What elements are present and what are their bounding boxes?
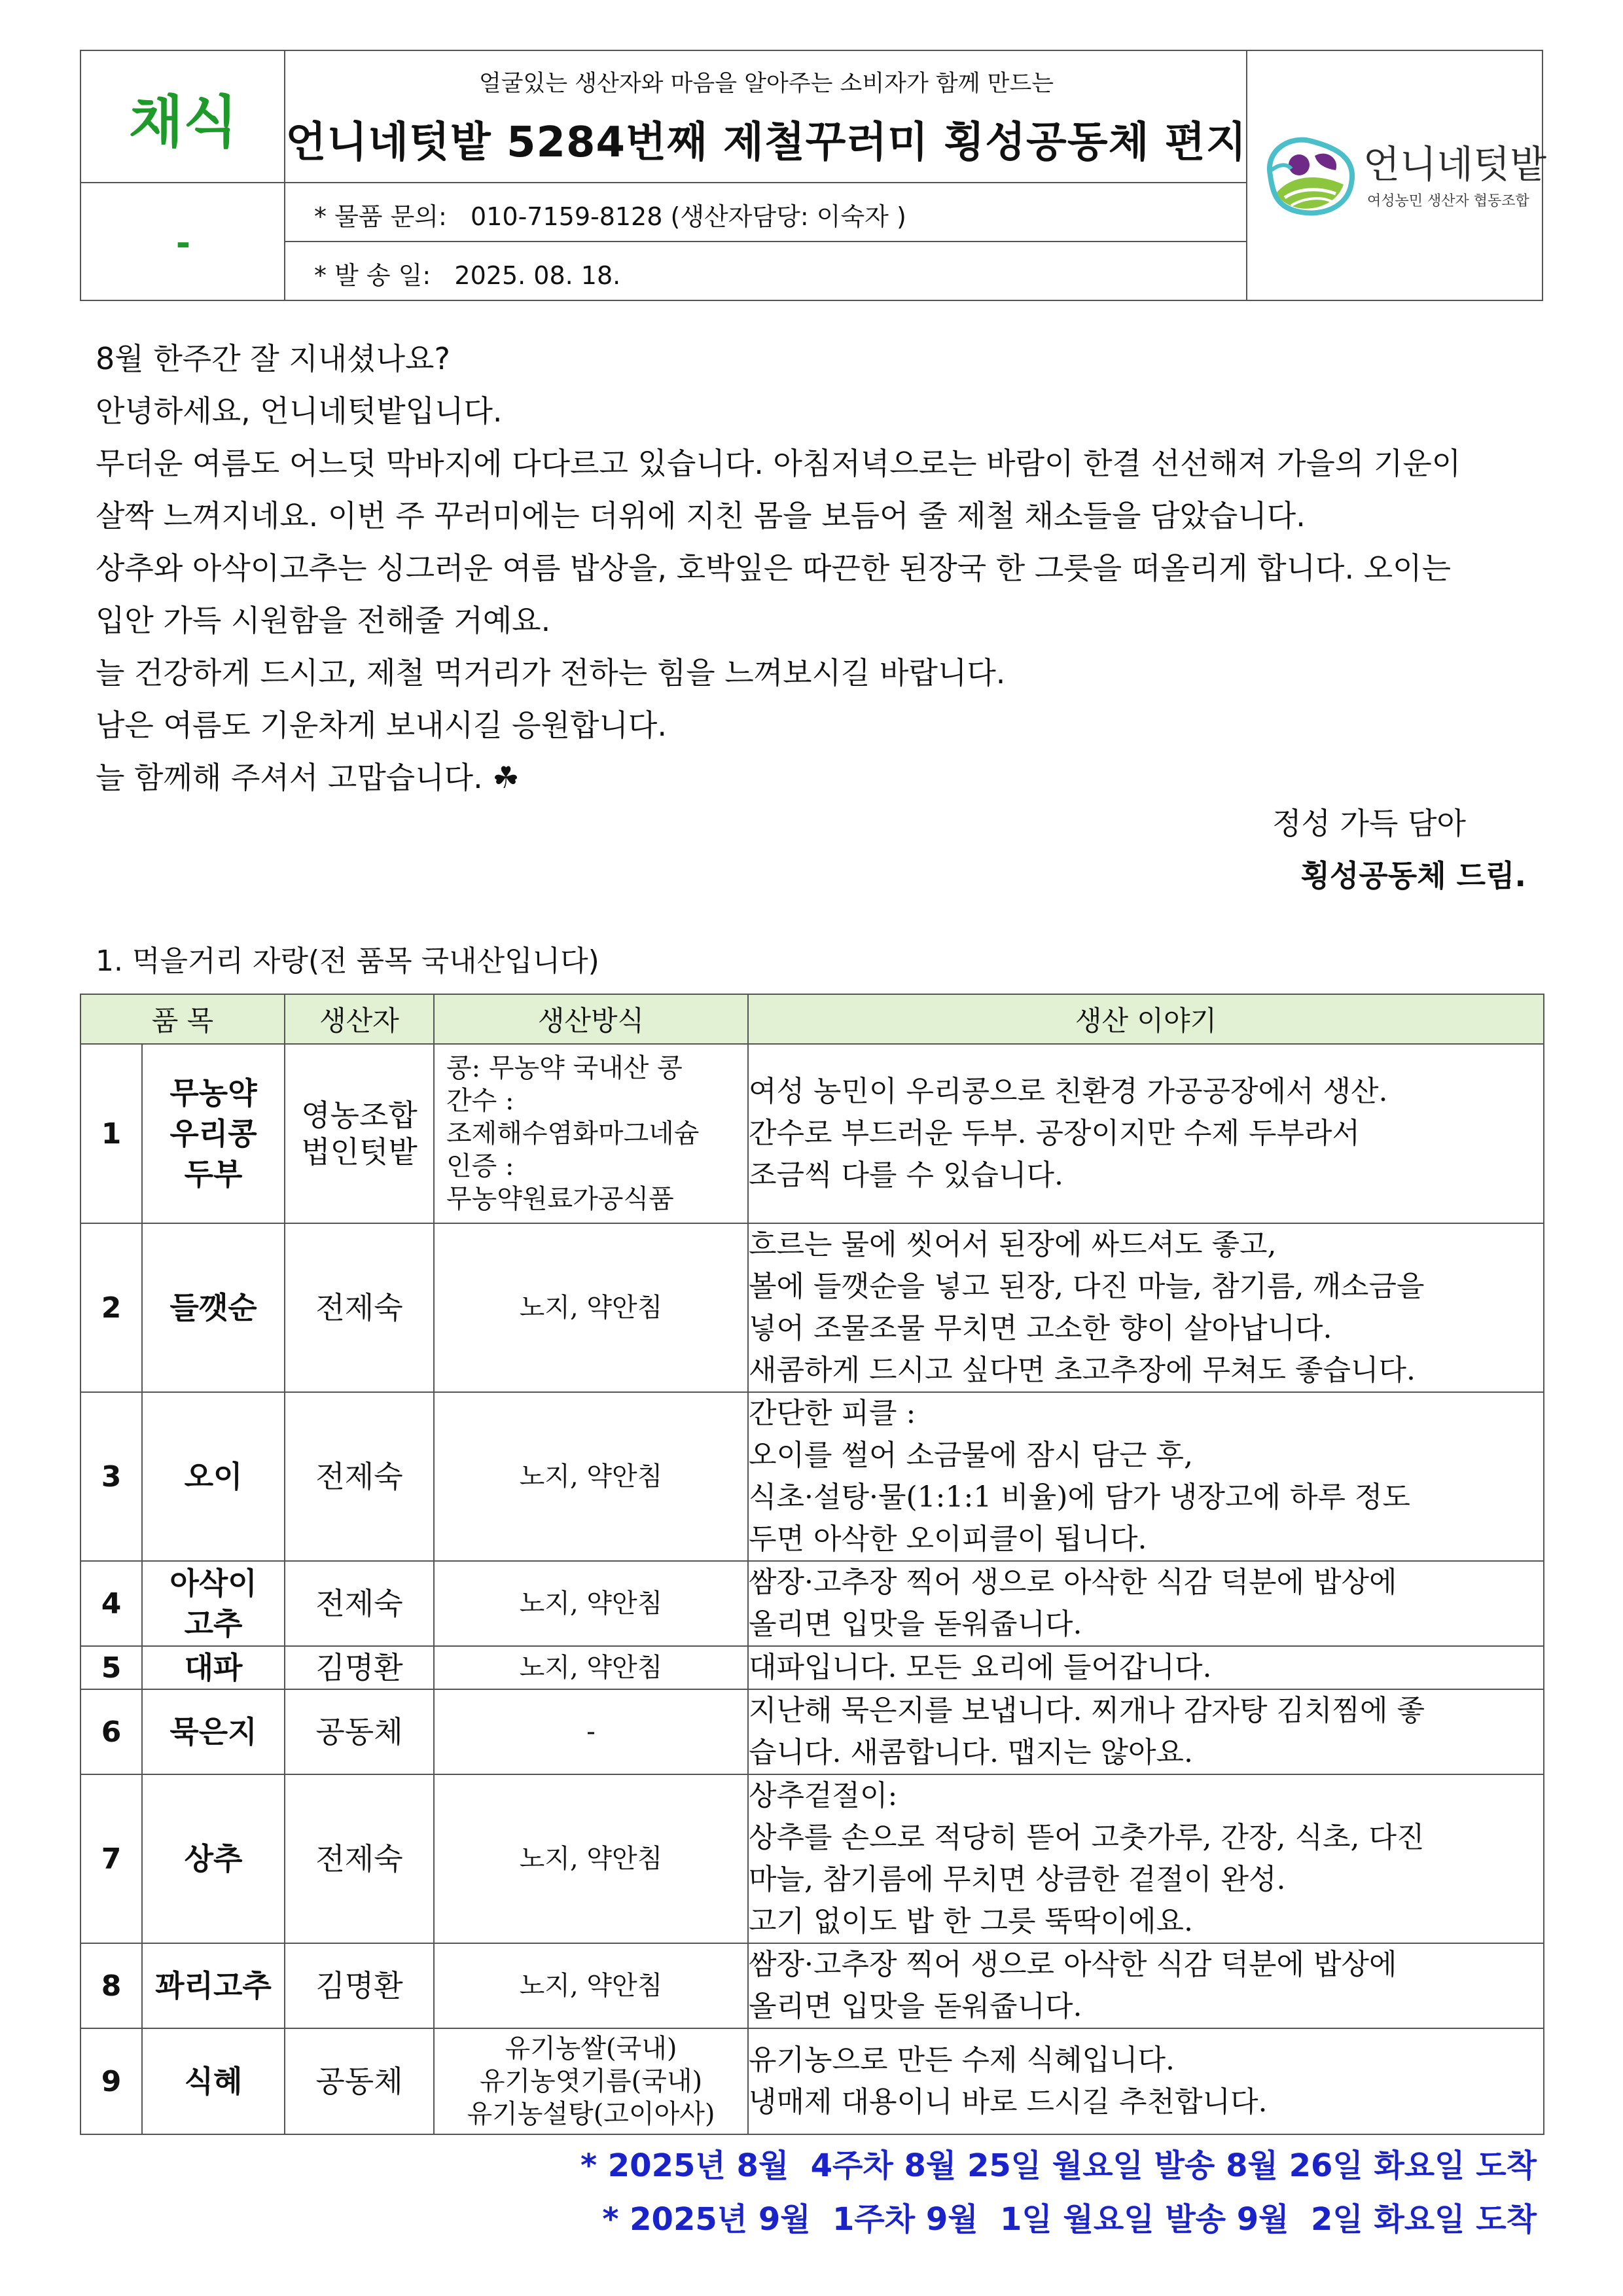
item-name-line: 꽈리고추 (155, 1968, 272, 2003)
letter-body (96, 332, 1529, 804)
story-line: 상추를 손으로 적당히 뜯어 고춧가루, 간장, 식초, 다진 (749, 1821, 1425, 1854)
story-line: 두면 아삭한 오이피클이 됩니다. (749, 1522, 1147, 1556)
item-method (434, 1646, 748, 1689)
col-header-producer: 생산자 (285, 994, 434, 1044)
item-number: 7 (80, 1774, 142, 1943)
producer-line: 전제숙 (315, 1290, 403, 1325)
item-name (142, 1774, 285, 1943)
letter-line: 입안 가득 시원함을 전해줄 거예요. (96, 603, 551, 638)
method-line: 노지, 약안침 (519, 1293, 663, 1323)
method-line: 유기농쌀(국내) (505, 2034, 677, 2064)
item-producer (285, 1044, 434, 1223)
letter-title: 언니네텃밭 5284번째 제철꾸러미 횡성공동체 편지 (285, 118, 1247, 167)
item-name (142, 1392, 285, 1561)
method-line: 유기농엿기름(국내) (479, 2066, 703, 2096)
item-name-line: 묵은지 (169, 1714, 257, 1749)
story-line: 마늘, 참기름에 무치면 상큼한 겉절이 완성. (749, 1863, 1286, 1896)
table-row (80, 1561, 1544, 1646)
item-name-line: 아삭이 (169, 1566, 257, 1601)
table-row (80, 1943, 1544, 2028)
story-line: 쌈장·고추장 찍어 생으로 아삭한 식감 덕분에 밥상에 (749, 1948, 1397, 1981)
item-producer (285, 1689, 434, 1774)
col-header-item: 품 목 (80, 994, 285, 1044)
item-name-line: 상추 (184, 1841, 243, 1876)
story-line: 간단한 피클 : (749, 1397, 916, 1430)
producer-line: 공동체 (315, 2064, 403, 2099)
letter-line: 살짝 느껴지네요. 이번 주 꾸러미에는 더위에 지친 몸을 보듬어 줄 제철 채소들을 담았습니다. (96, 498, 1306, 533)
item-story (748, 1689, 1544, 1774)
item-producer (285, 2028, 434, 2134)
item-number: 1 (80, 1044, 142, 1223)
item-name (142, 1689, 285, 1774)
item-name (142, 1943, 285, 2028)
item-method (434, 1044, 748, 1223)
story-line: 냉매제 대용이니 바로 드시길 추천합니다. (749, 2085, 1268, 2119)
method-line: 노지, 약안침 (519, 1462, 663, 1492)
section-title: 1. 먹을거리 자랑(전 품목 국내산입니다) (96, 944, 599, 978)
table-row (80, 1774, 1544, 1943)
delivery-notice: * 2025년 9월 1주차 9월 1일 월요일 발송 9월 2일 화요일 도착 (602, 2201, 1537, 2238)
header-divider (285, 241, 1246, 242)
letter-line: 남은 여름도 기운차게 보내시길 응원합니다. (96, 708, 667, 743)
story-line: 흐르는 물에 씻어서 된장에 싸드셔도 좋고, (749, 1228, 1277, 1261)
brand-logo (1247, 51, 1547, 300)
signature-closing: 정성 가득 담아 (1272, 806, 1466, 841)
item-producer (285, 1223, 434, 1392)
table-row (80, 1646, 1544, 1689)
item-producer (285, 1561, 434, 1646)
delivery-notice: * 2025년 8월 4주차 8월 25일 월요일 발송 8월 26일 화요일 도착 (580, 2147, 1537, 2184)
item-name-line: 무농약 (169, 1075, 257, 1111)
story-line: 오이를 썰어 소금물에 잠시 담근 후, (749, 1439, 1193, 1472)
col-header-story: 생산 이야기 (748, 994, 1544, 1044)
item-method (434, 1223, 748, 1392)
story-line: 식초·설탕·물(1:1:1 비율)에 담가 냉장고에 하루 정도 (749, 1480, 1410, 1514)
story-line: 지난해 묵은지를 보냅니다. 찌개나 감자탕 김치찜에 좋 (749, 1694, 1425, 1727)
story-line: 고기 없이도 밥 한 그릇 뚝딱이에요. (749, 1905, 1193, 1938)
story-line: 볼에 들깻순을 넣고 된장, 다진 마늘, 참기름, 깨소금을 (749, 1270, 1425, 1303)
producer-line: 김명환 (315, 1650, 403, 1685)
category-tag: 채식 (128, 90, 238, 155)
story-line: 여성 농민이 우리콩으로 친환경 가공공장에서 생산. (749, 1075, 1388, 1108)
item-story (748, 1223, 1544, 1392)
letter-line: 늘 건강하게 드시고, 제철 먹거리가 전하는 힘을 느껴보시길 바랍니다. (96, 655, 1006, 691)
method-line: 조제해수염화마그네슘 (446, 1119, 700, 1149)
item-method (434, 1943, 748, 2028)
item-story (748, 1646, 1544, 1689)
item-number: 6 (80, 1689, 142, 1774)
method-line: 노지, 약안침 (519, 1844, 663, 1874)
item-name (142, 1561, 285, 1646)
item-story (748, 1392, 1544, 1561)
story-line: 상추겉절이: (749, 1779, 898, 1812)
story-line: 습니다. 새콤합니다. 맵지는 않아요. (749, 1736, 1193, 1769)
letter-line: 무더운 여름도 어느덧 막바지에 다다르고 있습니다. 아침저녁으로는 바람이 한결 선선해져 가을의 기운이 (96, 446, 1461, 481)
table-row (80, 1392, 1544, 1561)
item-number: 8 (80, 1943, 142, 2028)
story-line: 대파입니다. 모든 요리에 들어갑니다. (749, 1651, 1212, 1684)
send-date-value: 2025. 08. 18. (454, 261, 621, 290)
item-name-line: 대파 (184, 1650, 243, 1685)
send-date-line (314, 255, 620, 291)
item-name-line: 고추 (184, 1606, 243, 1641)
item-name (142, 2028, 285, 2134)
item-name-line: 두부 (184, 1157, 243, 1192)
item-name-line: 들깻순 (169, 1290, 257, 1325)
item-name (142, 1044, 285, 1223)
item-story (748, 1943, 1544, 2028)
letter-line: 8월 한주간 잘 지내셨나요? (96, 341, 450, 376)
producer-line: 법인텃밭 (301, 1134, 418, 1170)
story-line: 올리면 입맛을 돋워줍니다. (749, 1607, 1082, 1641)
item-story (748, 1774, 1544, 1943)
logo-mark-icon (1258, 130, 1358, 220)
item-producer (285, 1646, 434, 1689)
story-line: 조금씩 다를 수 있습니다. (749, 1158, 1063, 1192)
col-header-method: 생산방식 (434, 994, 748, 1044)
story-line: 올리면 입맛을 돋워줍니다. (749, 1990, 1082, 2023)
send-date-label: * 발 송 일: (314, 261, 431, 290)
story-line: 새콤하게 드시고 싶다면 초고추장에 무쳐도 좋습니다. (749, 1354, 1416, 1387)
producer-line: 전제숙 (315, 1459, 403, 1494)
producer-line: 영농조합 (301, 1098, 418, 1133)
story-line: 넣어 조물조물 무치면 고소한 향이 살아납니다. (749, 1312, 1332, 1345)
inquiry-label: * 물품 문의: (314, 202, 447, 231)
producer-line: 전제숙 (315, 1841, 403, 1876)
method-line: 노지, 약안침 (519, 1971, 663, 2001)
category-sub-tag: - (175, 222, 191, 264)
letter-line: 안녕하세요, 언니네텃밭입니다. (96, 393, 503, 429)
method-line: 유기농설탕(고이아사) (467, 2099, 715, 2129)
table-row (80, 1223, 1544, 1392)
item-number: 3 (80, 1392, 142, 1561)
table-header-row (80, 994, 1544, 1044)
inquiry-line (314, 196, 906, 232)
logo-wordmark: 언니네텃밭 (1363, 142, 1547, 187)
item-method (434, 1689, 748, 1774)
item-name-line: 오이 (184, 1459, 243, 1494)
item-producer (285, 1943, 434, 2028)
letter-line: 상추와 아삭이고추는 싱그러운 여름 밥상을, 호박잎은 따끈한 된장국 한 그릇을 떠올리게 합니다. 오이는 (96, 550, 1452, 586)
item-story (748, 1561, 1544, 1646)
item-number: 4 (80, 1561, 142, 1646)
item-name (142, 1223, 285, 1392)
producer-line: 전제숙 (315, 1586, 403, 1621)
item-method (434, 1561, 748, 1646)
method-line: 노지, 약안침 (519, 1653, 663, 1683)
method-line: 인증 : (446, 1151, 514, 1181)
method-line: 콩: 무농약 국내산 콩 (446, 1053, 683, 1083)
item-method (434, 1392, 748, 1561)
producer-line: 공동체 (315, 1714, 403, 1749)
story-line: 유기농으로 만든 수제 식혜입니다. (749, 2043, 1175, 2077)
item-name-line: 식혜 (184, 2064, 243, 2099)
letter-line: 늘 함께해 주셔서 고맙습니다. ☘ (96, 760, 520, 795)
item-name-line: 우리콩 (169, 1116, 257, 1151)
story-line: 쌈장·고추장 찍어 생으로 아삭한 식감 덕분에 밥상에 (749, 1566, 1397, 1599)
story-line: 간수로 부드러운 두부. 공장이지만 수제 두부라서 (749, 1117, 1360, 1150)
item-producer (285, 1392, 434, 1561)
item-story (748, 2028, 1544, 2134)
item-producer (285, 1774, 434, 1943)
method-line: - (586, 1717, 596, 1747)
method-line: 무농약원료가공식품 (446, 1184, 674, 1214)
item-name (142, 1646, 285, 1689)
table-row (80, 1044, 1544, 1223)
item-number: 2 (80, 1223, 142, 1392)
table-row (80, 2028, 1544, 2134)
item-story (748, 1044, 1544, 1223)
item-method (434, 1774, 748, 1943)
logo-tagline: 여성농민 생산자 협동조합 (1367, 193, 1529, 209)
method-line: 간수 : (446, 1086, 514, 1116)
items-table (80, 994, 1544, 2135)
header-subtitle: 얼굴있는 생산자와 마음을 알아주는 소비자가 함께 만드는 (478, 71, 1054, 97)
table-row (80, 1689, 1544, 1774)
item-number: 5 (80, 1646, 142, 1689)
letter-header (80, 50, 1547, 301)
signature-sender: 횡성공동체 드림. (1300, 858, 1526, 893)
item-method (434, 2028, 748, 2134)
inquiry-phone: 010-7159-8128 (생산자담당: 이숙자 ) (471, 202, 906, 231)
item-number: 9 (80, 2028, 142, 2134)
method-line: 노지, 약안침 (519, 1588, 663, 1619)
producer-line: 김명환 (315, 1968, 403, 2003)
